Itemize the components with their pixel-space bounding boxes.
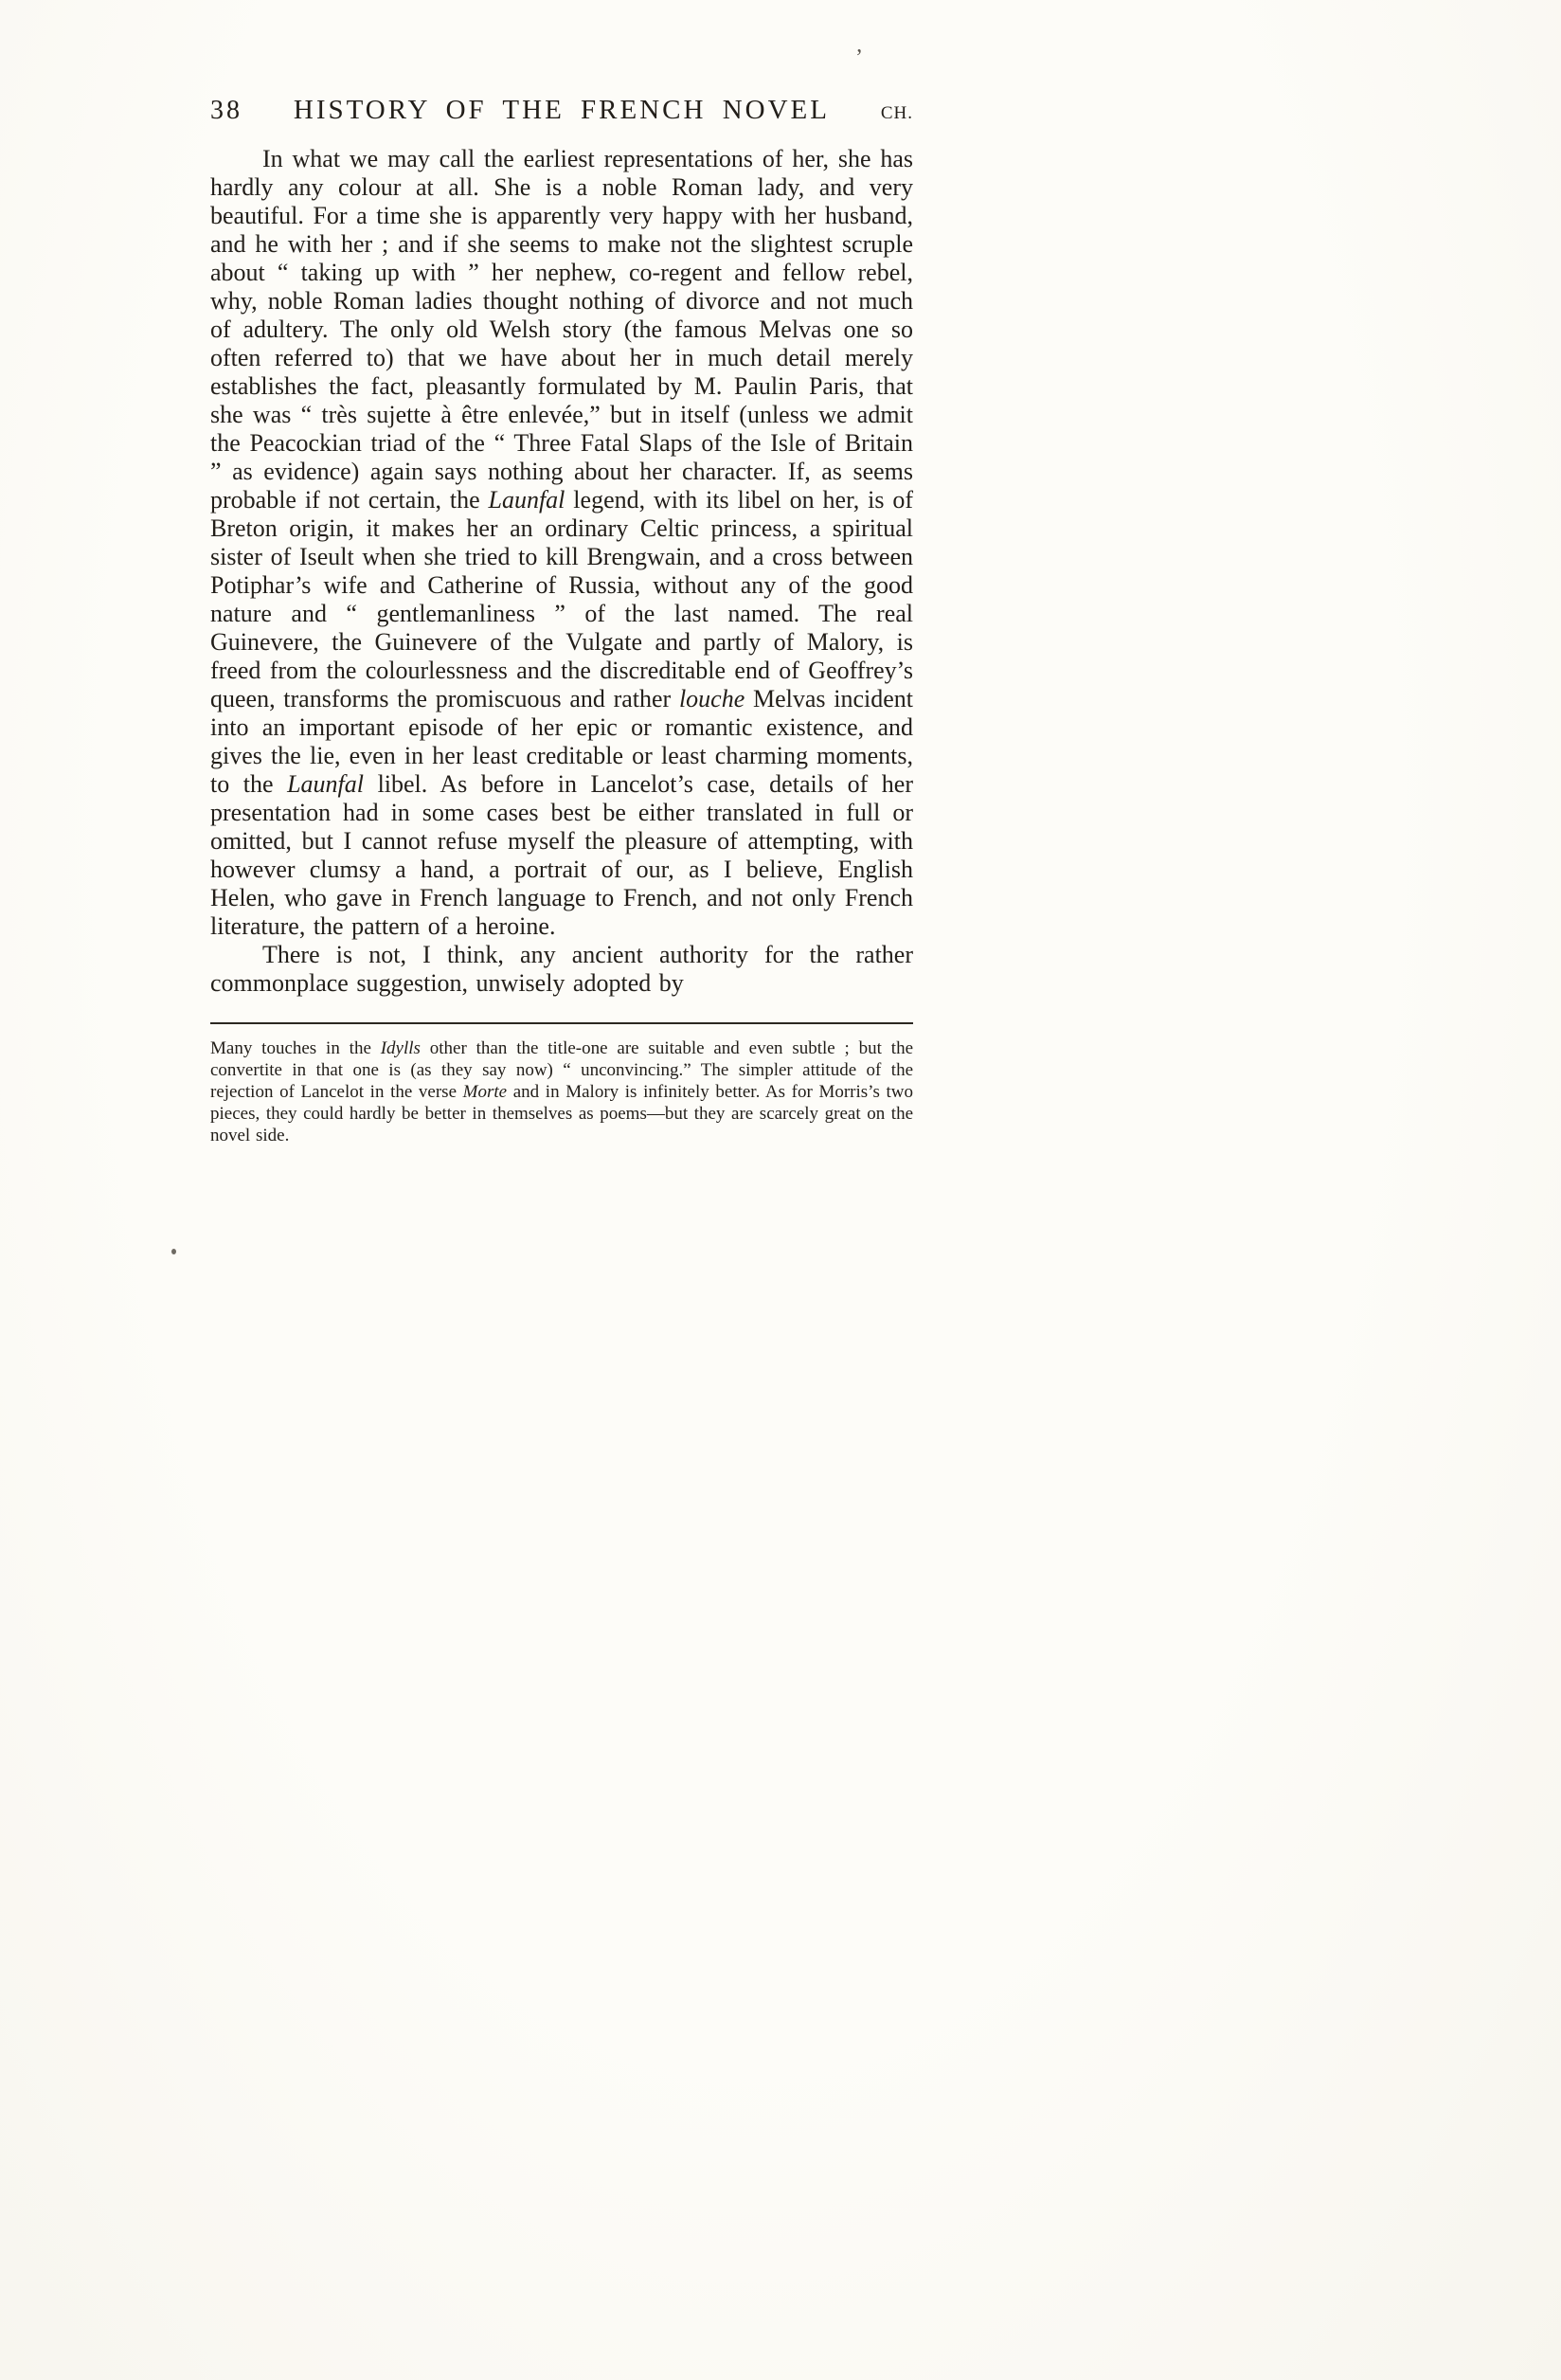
body-text — [210, 145, 913, 998]
paragraph-1: In what we may call the earliest representations of her, she has hardly any colour at all. She is a noble Roman lady, and very beautiful. For a time she is apparently very happy with her husband, and he with her ; and if she seems to make not the slightest scruple about “ taking up with ” her nephew, co-regent and fellow rebel, why, noble Roman ladies thought nothing of divorce and not much of adultery. The only old Welsh story (the famous Melvas one so often referred to) that we have about her in much detail merely establishes the fact, pleasantly formulated by M. Paulin Paris, that she was “ très sujette à être enlevée,” but in itself (unless we admit the Peacockian triad of the “ Three Fatal Slaps of the Isle of Britain ” as evidence) again says nothing about her character. If, as seems probable if not certain, the Launfal legend, with its libel on her, is of Breton origin, it makes her an ordinary Celtic princess, a spiritual sister of Iseult when she tried to kill Brengwain, and a cross between Potiphar’s wife and Catherine of Russia, without any of the good nature and “ gentlemanliness ” of the last named. The real Guinevere, the Guinevere of the Vulgate and partly of Malory, is freed from the colourlessness and the discreditable end of Geoffrey’s queen, transforms the promiscuous and rather louche Melvas incident into an important episode of her epic or romantic existence, and gives the lie, even in her least creditable or least charming moments, to the Launfal libel. As before in Lancelot’s case, details of her presentation had in some cases best be either translated in full or omitted, but I cannot refuse myself the pleasure of attempting, with however clumsy a hand, a portrait of our, as I believe, English Helen, who gave in French language to French, and not only French literature, the pattern of a heroine. — [210, 145, 913, 940]
scan-artifact-mark: ’ — [855, 45, 863, 70]
page-number: 38 — [210, 96, 242, 125]
chapter-marker: CH. — [880, 103, 913, 123]
scan-speck — [171, 1249, 176, 1254]
paragraph-2: There is not, I think, any ancient authority for the rather commonplace suggestion, unwisely adopted by — [210, 941, 913, 997]
footnote-text: Many touches in the Idylls other than the title-one are suitable and even subtle ; but the convertite in that one is (as they say now) “ unconvincing.” The simpler attitude of the rejection of Lancelot in the verse Morte and in Malory is infinitely better. As for Morris’s two pieces, they could hardly be better in themselves as poems—but they are scarcely great on the novel side. — [210, 1038, 914, 1145]
text-column — [210, 95, 913, 1146]
page-header — [210, 95, 913, 126]
running-title: HISTORY OF THE FRENCH NOVEL — [293, 95, 830, 125]
footnote-divider — [210, 1022, 913, 1024]
